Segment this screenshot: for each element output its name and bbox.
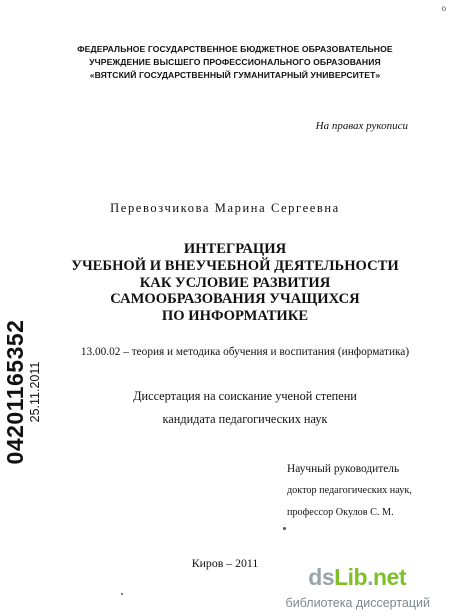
manuscript-rights: На правах рукописи [315, 120, 408, 132]
degree-line-1: Диссертация на соискание ученой степени [133, 389, 357, 403]
title-line-5: ПО ИНФОРМАТИКЕ [161, 308, 309, 325]
institution-line-1: ФЕДЕРАЛЬНОЕ ГОСУДАРСТВЕННОЕ БЮДЖЕТНОЕ ОБРАЗОВАТЕЛЬНОЕ [77, 44, 393, 54]
title-line-4: САМООБРАЗОВАНИЯ УЧАЩИХСЯ [110, 291, 360, 308]
corner-mark: o [441, 3, 446, 13]
specialty-code: 13.00.02 – теория и методика обучения и воспитания (информатика) [80, 346, 410, 358]
watermark-logo-part-1: ds [308, 564, 335, 590]
degree-statement [60, 385, 430, 431]
watermark-logo-part-3: . [367, 564, 373, 590]
stamp-number: 04201165352 [2, 319, 28, 465]
dissertation-title [40, 241, 430, 325]
title-line-1: ИНТЕГРАЦИЯ [183, 241, 287, 257]
degree-line-2: кандидата педагогических наук [162, 412, 328, 426]
watermark-subtitle: библиотека диссертаций [285, 596, 430, 610]
watermark-logo [308, 564, 406, 591]
title-line-3: КАК УСЛОВИЕ РАЗВИТИЯ [139, 274, 331, 291]
scan-speck [121, 593, 123, 595]
supervisor-degree: доктор педагогических наук, [287, 485, 412, 496]
supervisor-name: профессор Окулов С. М. [287, 507, 394, 518]
title-line-2: УЧЕБНОЙ И ВНЕУЧЕБНОЙ ДЕЯТЕЛЬНОСТИ [71, 257, 399, 274]
author-name: Перевозчикова Марина Сергеевна [110, 201, 340, 215]
library-stamp [3, 312, 47, 472]
institution-line-3: «ВЯТСКИЙ ГОСУДАРСТВЕННЫЙ ГУМАНИТАРНЫЙ УНИВЕРСИТЕТ» [89, 70, 381, 80]
stamp-date: 25.11.2011 [28, 361, 42, 423]
watermark-logo-part-2: Lib [334, 564, 368, 590]
supervisor-heading: Научный руководитель [287, 463, 400, 475]
scan-speck [283, 527, 286, 530]
city-year: Киров – 2011 [191, 556, 259, 570]
watermark-logo-part-4: net [373, 564, 406, 590]
supervisor-block [287, 458, 412, 524]
institution-line-2: УЧРЕЖДЕНИЕ ВЫСШЕГО ПРОФЕССИОНАЛЬНОГО ОБРАЗОВАНИЯ [89, 57, 381, 67]
institution-header [40, 43, 430, 82]
